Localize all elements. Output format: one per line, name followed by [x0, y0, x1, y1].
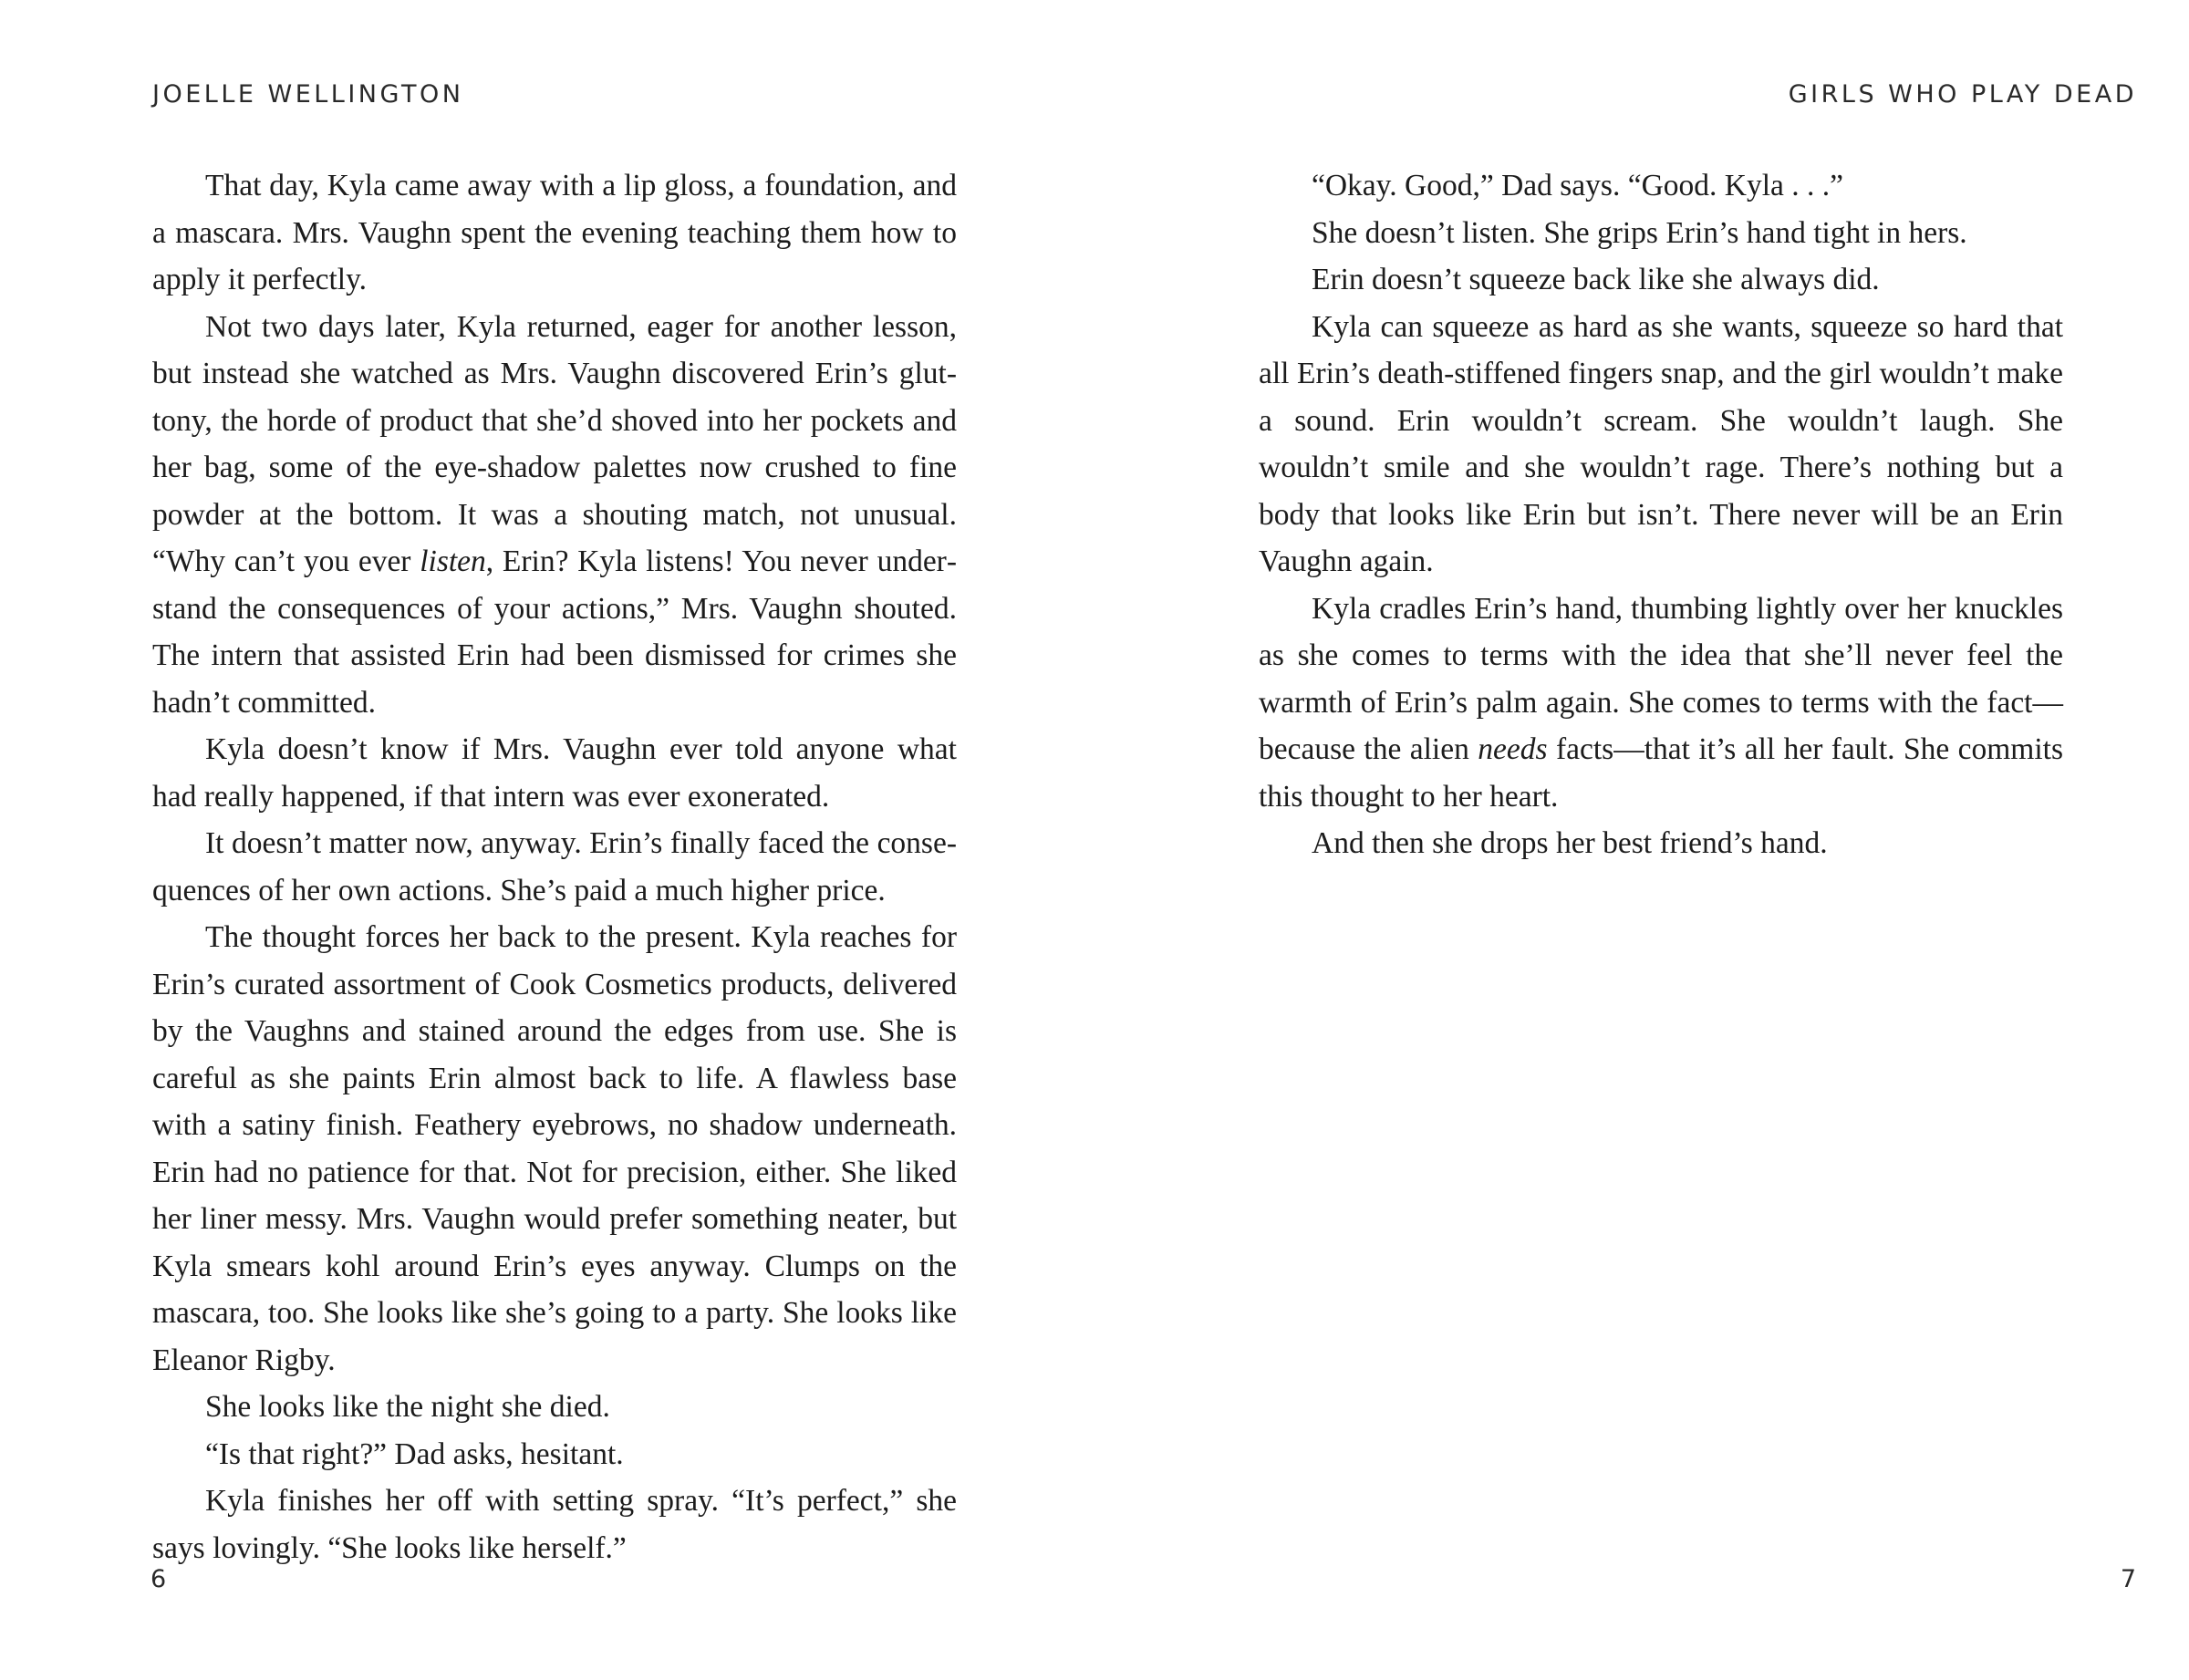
paragraph: “Okay. Good,” Dad says. “Good. Kyla . . .”: [1312, 169, 1843, 202]
paragraph: She doesn’t listen. She grips Erin’s hand tight in hers.: [1312, 215, 1967, 250]
paragraph: That day, Kyla came away with a lip gloss, a foundation, and a mascara. Mrs. Vaughn spent the evening teaching them how to apply it perfectly.: [152, 169, 957, 296]
emphasized-word: needs: [1478, 732, 1548, 766]
paragraph: Kyla finishes her off with setting spray. “It’s perfect,” she says lovingly. “She looks like herself.”: [152, 1484, 957, 1565]
running-head-title: GIRLS WHO PLAY DEAD: [1788, 80, 2137, 109]
paragraph: The thought forces her back to the present. Kyla reaches for Erin’s curated assortment of Cook Cosmetics products, delivered by the Vaughns and stained around the edges from use. She is careful as she paints Erin almost back to life. A flawless base with a satiny finish. Feathery eyebrows, no shadow underneath. Erin had no patience for that. Not for precision, either. She liked her liner messy. Mrs. Vaughn would prefer something neater, but Kyla smears kohl around Erin’s eyes anyway. Clumps on the mascara, too. She looks like she’s going to a party. She looks like Eleanor Rigby.: [152, 920, 957, 1377]
right-page: [1094, 0, 2189, 1680]
page-number: 6: [150, 1565, 167, 1593]
paragraph: It doesn’t matter now, anyway. Erin’s finally faced the consequences of her own actions. She’s paid a much higher price.: [152, 826, 957, 907]
paragraph-text: facts—that it’s all her fault. She commits this thought to her heart.: [1259, 732, 2063, 814]
paragraph: “Is that right?” Dad asks, hesitant.: [205, 1436, 624, 1471]
paragraph: Erin doesn’t squeeze back like she always did.: [1312, 263, 1880, 296]
paragraph-text: , Erin? Kyla listens! You never understand the consequences of your actions,” Mrs. Vaughn shouted. The intern that assisted Erin had been dismissed for crimes she hadn’t committed.: [152, 544, 957, 720]
paragraph: [1259, 586, 2063, 821]
paragraph-text: Kyla cradles Erin’s hand, thumbing lightly over her knuckles as she comes to terms with the idea that she’ll never feel the warmth of Erin’s palm again. She comes to terms with the fact—because the alien: [1259, 591, 2063, 766]
right-page-body: [1259, 162, 2063, 867]
paragraph-text: Not two days later, Kyla returned, eager for another lesson, but instead she watched as Mrs. Vaughn discovered Erin’s gluttony, the horde of product that she’d shoved into her pockets and her bag, some of the eye-shadow palettes now crushed to fine powder at the bottom. It was a shouting match, not unusual. “Why can’t you ever: [152, 309, 957, 578]
emphasized-word: listen: [420, 544, 486, 578]
paragraph: Kyla doesn’t know if Mrs. Vaughn ever told anyone what had really happened, if that intern was ever exonerated.: [152, 732, 957, 814]
paragraph: She looks like the night she died.: [205, 1390, 610, 1424]
left-page: [0, 0, 1094, 1680]
paragraph: [152, 304, 957, 727]
paragraph: Kyla can squeeze as hard as she wants, squeeze so hard that all Erin’s death-stiffened fingers snap, and the girl wouldn’t make a sound. Erin wouldn’t scream. She wouldn’t laugh. She wouldn’t smile and she wouldn’t rage. There’s nothing but a body that looks like Erin but isn’t. There never will be an Erin Vaughn again.: [1259, 309, 2063, 578]
running-head-author: JOELLE WELLINGTON: [152, 80, 464, 109]
left-page-body: [152, 162, 957, 1571]
page-number: 7: [2120, 1565, 2136, 1593]
paragraph: And then she drops her best friend’s hand.: [1312, 826, 1828, 860]
